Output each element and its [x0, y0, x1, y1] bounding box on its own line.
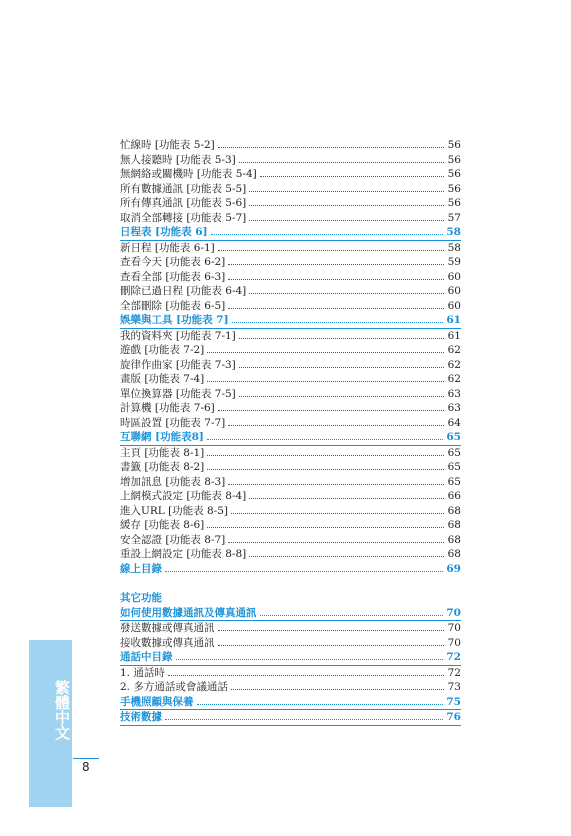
toc-entry[interactable]: 2. 多方通話或會議通話 73	[120, 681, 461, 693]
language-label: 繁體中文	[53, 680, 71, 740]
language-side-tab	[29, 640, 72, 807]
toc-heading-online-menu[interactable]: 線上目錄 69	[120, 562, 461, 575]
toc-entry[interactable]: 無人接聽時 [功能表 5-3] 56	[120, 153, 461, 166]
toc-entry[interactable]: 時區設置 [功能表 7-7] 64	[120, 416, 461, 429]
toc-entry[interactable]: 單位換算器 [功能表 7-5] 63	[120, 387, 461, 400]
toc-entry[interactable]: 所有傳真通訊 [功能表 5-6] 56	[120, 197, 461, 209]
table-of-contents	[120, 138, 461, 726]
page-number: 8	[82, 760, 90, 774]
toc-entry[interactable]: 畫版 [功能表 7-4] 62	[120, 373, 461, 385]
toc-entry[interactable]: 1. 通話時 72	[120, 666, 461, 679]
toc-entry[interactable]: 接收數據或傳真通訊 70	[120, 636, 461, 649]
toc-entry[interactable]: 增加訊息 [功能表 8-3] 65	[120, 475, 461, 488]
toc-entry[interactable]: 發送數據或傳真通訊 70	[120, 622, 461, 634]
toc-entry[interactable]: 忙線時 [功能表 5-2] 56	[120, 139, 461, 151]
toc-entry[interactable]: 主頁 [功能表 8-1] 65	[120, 446, 461, 459]
toc-entry[interactable]: 進入URL [功能表 8-5] 68	[120, 504, 461, 517]
toc-entry[interactable]: 全部刪除 [功能表 6-5] 60	[120, 299, 461, 312]
toc-entry[interactable]: 緩存 [功能表 8-6] 68	[120, 519, 461, 531]
toc-heading-internet[interactable]: 互聯網 [功能表8] 65	[120, 430, 461, 446]
toc-entry[interactable]: 查看全部 [功能表 6-3] 60	[120, 270, 461, 283]
toc-heading-in-call[interactable]: 通話中目錄 72	[120, 650, 461, 666]
toc-entry[interactable]: 安全認證 [功能表 8-7] 68	[120, 533, 461, 546]
toc-entry[interactable]: 我的資料夾 [功能表 7-1] 61	[120, 329, 461, 342]
toc-section-other-functions: 其它功能	[120, 592, 162, 604]
toc-heading-fun-tools[interactable]: 娛樂與工具 [功能表 7] 61	[120, 313, 461, 329]
toc-entry[interactable]: 所有數據通訊 [功能表 5-5] 56	[120, 182, 461, 195]
toc-entry[interactable]: 遊戲 [功能表 7-2] 62	[120, 344, 461, 356]
toc-entry[interactable]: 書籤 [功能表 8-2] 65	[120, 461, 461, 473]
toc-entry[interactable]: 重設上網設定 [功能表 8-8] 68	[120, 548, 461, 560]
toc-heading-technical-data[interactable]: 技術數據 76	[120, 710, 461, 726]
page-number-rule	[73, 758, 99, 759]
toc-entry[interactable]: 無網絡或關機時 [功能表 5-4] 56	[120, 168, 461, 180]
toc-heading-phone-care[interactable]: 手機照顧與保養 75	[120, 695, 461, 711]
toc-heading-data-fax[interactable]: 如何使用數據通訊及傳真通訊 70	[120, 606, 461, 622]
toc-entry[interactable]: 計算機 [功能表 7-6] 63	[120, 402, 461, 414]
toc-entry[interactable]: 新日程 [功能表 6-1] 58	[120, 241, 461, 254]
toc-entry[interactable]: 上網模式設定 [功能表 8-4] 66	[120, 490, 461, 502]
toc-entry[interactable]: 刪除已過日程 [功能表 6-4] 60	[120, 285, 461, 297]
toc-entry[interactable]: 查看今天 [功能表 6-2] 59	[120, 256, 461, 268]
toc-entry[interactable]: 旋律作曲家 [功能表 7-3] 62	[120, 358, 461, 371]
toc-heading-calendar[interactable]: 日程表 [功能表 6] 58	[120, 225, 461, 241]
toc-entry[interactable]: 取消全部轉接 [功能表 5-7] 57	[120, 211, 461, 224]
